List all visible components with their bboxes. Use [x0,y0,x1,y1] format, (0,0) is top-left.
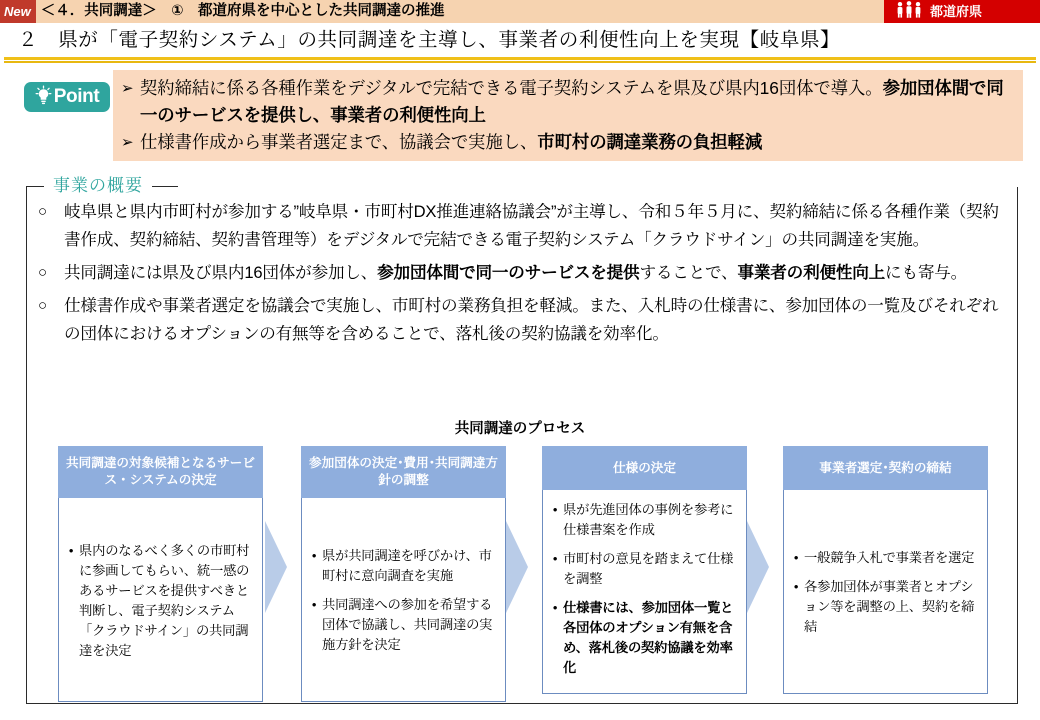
process-step-3-body [542,490,747,694]
bullet-dot-icon: • [68,542,74,558]
new-badge: New [0,0,36,23]
process-bullet-text: 県が先進団体の事例を参考に仕様書案を作成 [563,502,734,537]
point-text-normal: 契約締結に係る各種作業をデジタルで完結できる電子契約システムを県及び県内16団体で導入。 [140,78,883,98]
outline-text-bold-2: 事業者の利便性向上 [737,263,886,282]
point-strip [113,70,1023,161]
process-diagram [58,446,988,694]
process-step-1-body [58,498,263,702]
lightbulb-icon [35,85,52,110]
circle-marker-icon: ○ [38,203,47,220]
legend-rule-mask [178,186,1018,187]
process-step-2-heading: 参加団体の決定･費用･共同調達方針の調整 [301,446,506,498]
point-text-bold: 参加団体間で同一のサービスを提供し、事業者の利便性向上 [140,78,1004,125]
point-item [121,75,1017,129]
process-bullet [306,595,497,655]
process-bullet-text: 県が共同調達を呼びかけ、市町村に意向調査を実施 [322,548,492,583]
outline-item [38,198,1010,254]
process-arrow-1-icon [265,521,299,613]
process-bullet-text: 各参加団体が事業者とオプション等を調整の上、契約を締結 [804,579,975,634]
process-step-3 [542,446,747,694]
outline-item-text [64,259,1010,287]
bullet-dot-icon: • [793,579,799,594]
process-step-1 [58,446,263,694]
process-bullet-text: 共同調達への参加を希望する団体で協議し、共同調達の実施方針を決定 [322,597,493,652]
outline-panel-legend: 事業の概要 [44,176,152,196]
header-bar [0,0,1040,23]
bullet-dot-icon: • [552,551,558,566]
process-step-2-body [301,498,506,702]
org-badge-label: 都道府県 [930,4,983,19]
page-title: ２ 県が「電子契約システム」の共同調達を主導し、事業者の利便性向上を実現【岐阜県】 [18,29,841,51]
process-arrow-2-icon [506,521,540,613]
process-bullet-text: 一般競争入札で事業者を選定 [804,550,975,565]
bullet-dot-icon: • [311,597,317,612]
outline-body-list [38,198,1010,353]
bullet-dot-icon: • [552,600,558,615]
process-bullet [547,598,738,678]
process-step-1-heading: 共同調達の対象候補となるサービス・システムの決定 [58,446,263,498]
point-arrow-icon: ➢ [121,134,134,151]
process-bullet-text: 市町村の意見を踏まえて仕様を調整 [563,551,734,586]
process-step-3-heading: 仕様の決定 [542,446,747,490]
bullet-dot-icon: • [552,502,558,517]
outline-item-text [64,292,1010,348]
process-arrow-3-icon [747,521,781,613]
bullet-dot-icon: • [793,550,799,565]
bullet-dot-icon: • [311,548,317,563]
outline-item [38,292,1010,348]
point-badge [24,82,110,112]
process-bullet [547,549,738,589]
process-bullet-text: 県内のなるべく多くの市町村に参画してもらい、統一感のあるサービスを提供すべきと判断し、電子契約システム「クラウドサイン」の共同調達を決定 [79,542,250,658]
outline-text-normal: 岐阜県と県内市町村が参加する”岐阜県・市町村DX推進連絡協議会”が主導し、令和５年５月に、契約締結に係る各種作業（契約書作成、契約締結、契約書管理等）をデジタルで完結できる電子契約システム「クラウドサイン」の共同調達を実施。 [64,202,999,249]
process-step-4-heading: 事業者選定･契約の締結 [783,446,988,490]
header-title: ＜４．共同調達＞ ① 都道府県を中心とした共同調達の推進 [40,3,445,19]
circle-marker-icon: ○ [38,297,47,314]
point-arrow-icon: ➢ [121,80,134,97]
process-step-4 [783,446,988,694]
org-badge [884,0,1040,23]
header-spacer [445,0,884,23]
process-bullet [788,577,979,637]
process-bullet [788,548,979,568]
gold-divider [4,57,1036,63]
process-step-4-body [783,490,988,694]
outline-item-text [64,198,1010,254]
outline-text-normal: 仕様書作成や事業者選定を協議会で実施し、市町村の業務負担を軽減。また、入札時の仕様書に、参加団体の一覧及びそれぞれの団体におけるオプションの有無等を含めることで、落札後の契約協議を効率化。 [64,296,999,343]
point-item-text [140,129,1017,156]
process-bullet [547,500,738,540]
outline-item [38,259,1010,287]
people-icon [894,1,924,23]
outline-text-normal: 共同調達には県及び県内16団体が参加し、 [64,263,378,282]
point-item-text [140,75,1017,129]
point-item [121,129,1017,156]
process-step-2 [301,446,506,694]
outline-text-normal-2: することで、 [639,263,738,282]
process-bullet [306,546,497,586]
process-bullet [63,541,254,661]
outline-text-bold: 参加団体間で同一のサービスを提供 [377,263,640,282]
point-badge-label: Point [53,86,100,107]
process-diagram-title: 共同調達のプロセス [454,421,586,437]
circle-marker-icon: ○ [38,264,47,281]
point-text-bold: 市町村の調達業務の負担軽減 [537,132,763,152]
outline-text-normal-3: にも寄与。 [885,263,968,282]
process-bullet-text: 仕様書には、参加団体一覧と各団体のオプション有無を含め、落札後の契約協議を効率化 [563,600,734,675]
point-text-normal: 仕様書作成から事業者選定まで、協議会で実施し、 [140,132,538,152]
